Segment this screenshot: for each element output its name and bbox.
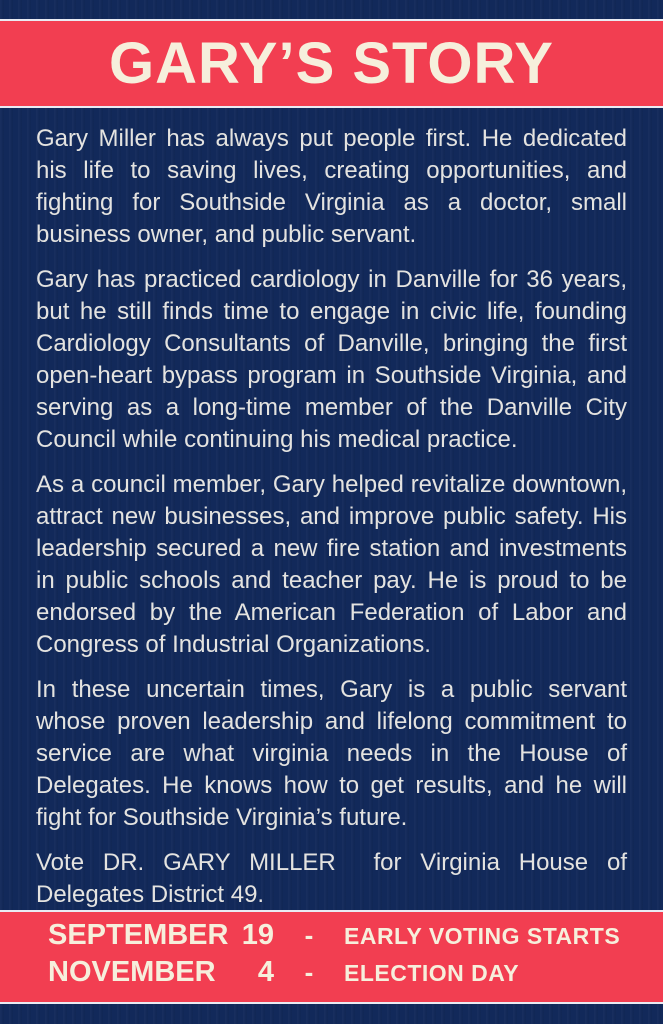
vote-call-to-action: Vote DR. GARY MILLER for Virginia House of Delegates District 49. xyxy=(36,849,627,908)
election-day-date: NOVEMBER 4 xyxy=(48,956,274,988)
story-paragraph-2: Gary has practiced cardiology in Danville for 36 years, but he still finds time to engage in civic life, founding Cardiology Consultants of Danville, bringing the first open-heart bypass program in Southside Virginia, and serving as a long-time member of the Danville City Council while continuing his medical practice. xyxy=(36,266,627,453)
separator-dash: - xyxy=(304,920,314,950)
footer-row-election-day xyxy=(0,956,663,993)
story-body xyxy=(0,108,663,910)
separator-dash: - xyxy=(304,957,314,987)
early-voting-date: SEPTEMBER 19 xyxy=(48,919,274,951)
top-margin-strip xyxy=(0,0,663,19)
page-title: GARY’S STORY xyxy=(109,30,554,96)
early-voting-label: EARLY VOTING STARTS xyxy=(344,923,621,949)
bottom-margin-strip xyxy=(0,1004,663,1024)
footer-band xyxy=(0,910,663,1004)
footer-row-early-voting xyxy=(0,919,663,956)
election-day-label: ELECTION DAY xyxy=(344,960,520,986)
story-paragraph-4: In these uncertain times, Gary is a public servant whose proven leadership and lifelong commitment to service are what virginia needs in the House of Delegates. He knows how to get results, and he will fight for Southside Virginia’s future. xyxy=(36,676,627,831)
header-band xyxy=(0,19,663,108)
story-paragraph-3: As a council member, Gary helped revitalize downtown, attract new businesses, and improve public safety. His leadership secured a new fire station and investments in public schools and teacher pay. He is proud to be endorsed by the American Federation of Labor and Congress of Industrial Organizations. xyxy=(36,471,627,658)
story-paragraph-1: Gary Miller has always put people first. He dedicated his life to saving lives, creating opportunities, and fighting for Southside Virginia as a doctor, small business owner, and public servant. xyxy=(36,125,627,248)
